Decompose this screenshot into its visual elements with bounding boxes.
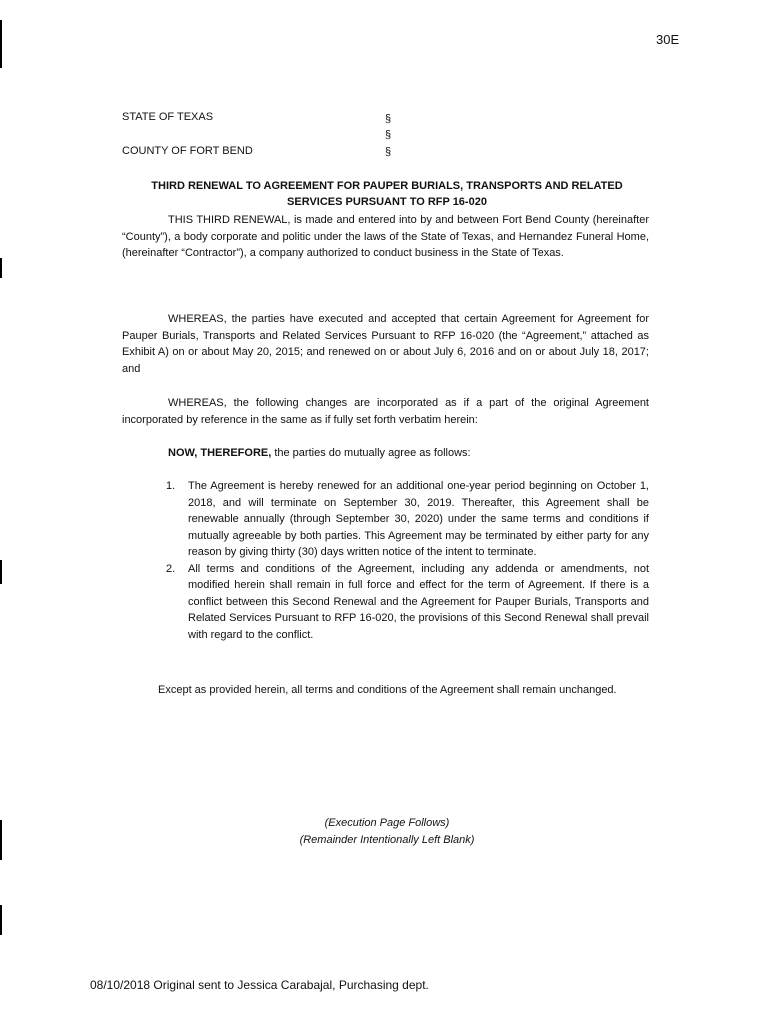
list-text: All terms and conditions of the Agreement, including any addenda or amendments, not modified herein shall remain in full force and effect for the term of Agreement. If there is a conflict between this Second Renewal and the Agreement for Pauper Burials, Transports and Related Services Pursuant to RFP 16-020, the provisions of this Second Renewal shall prevail with regard to the conflict.	[188, 562, 649, 641]
whereas-paragraph: WHEREAS, the parties have executed and accepted that certain Agreement for Agreement for Pauper Burials, Transports and Related Services Pursuant to RFP 16-020 (the “Agreement,” attached as Exhibit A) on or about May 20, 2015; and renewed on or about July 6, 2016 and on or about July 18, 2017; and	[122, 313, 649, 375]
title-line: SERVICES PURSUANT TO RFP 16-020	[287, 196, 487, 208]
intro-paragraph: THIS THIRD RENEWAL, is made and entered into by and between Fort Bend County (hereinafter “County”), a body corporate and politic under the laws of the State of Texas, and Hernandez Funeral Home, (hereinafter “Contractor”), a company authorized to conduct business in the State of Texas.	[122, 214, 649, 259]
scan-edge-mark	[0, 905, 2, 935]
scan-edge-mark	[0, 820, 2, 860]
now-therefore-paragraph	[168, 445, 649, 462]
scan-edge-mark	[0, 20, 2, 68]
now-therefore-text: the parties do mutually agree as follows:	[271, 447, 471, 459]
list-text: The Agreement is hereby renewed for an additional one-year period beginning on October 1, 2018, and will terminate on September 30, 2019. Thereafter, this Agreement shall be renewable annually (through September 30, 2020) under the same terms and conditions if mutually agreeable by both parties. This Agreement may be terminated by either party for any reason by giving thirty (30) days written notice of the intent to terminate.	[188, 480, 649, 558]
list-number: 2.	[166, 562, 176, 575]
document-title	[120, 178, 654, 210]
footer-note: 08/10/2018 Original sent to Jessica Carabajal, Purchasing dept.	[90, 978, 429, 992]
section-symbol: §	[385, 146, 392, 158]
list-number: 1.	[166, 480, 176, 492]
list-item	[166, 478, 649, 561]
note-line: (Execution Page Follows)	[324, 817, 450, 829]
section-symbol: §	[385, 129, 392, 141]
page-number: 30E	[656, 32, 680, 47]
execution-note	[200, 815, 574, 849]
list-item	[166, 561, 649, 644]
except-paragraph: Except as provided herein, all terms and conditions of the Agreement shall remain unchanged.	[158, 684, 617, 696]
caption-county: COUNTY OF FORT BEND	[122, 145, 253, 157]
section-symbol: §	[385, 113, 392, 125]
scan-edge-mark	[0, 258, 2, 278]
scan-edge-mark	[0, 560, 2, 584]
title-line: THIRD RENEWAL TO AGREEMENT FOR PAUPER BURIALS, TRANSPORTS AND RELATED	[151, 180, 623, 192]
terms-list	[166, 478, 649, 643]
now-therefore-label: NOW, THEREFORE,	[168, 447, 272, 459]
note-line: (Remainder Intentionally Left Blank)	[299, 834, 475, 846]
caption-state: STATE OF TEXAS	[122, 111, 214, 123]
whereas-paragraph: WHEREAS, the following changes are incorporated as if a part of the original Agreement incorporated by reference in the same as if fully set forth verbatim herein:	[122, 397, 649, 426]
